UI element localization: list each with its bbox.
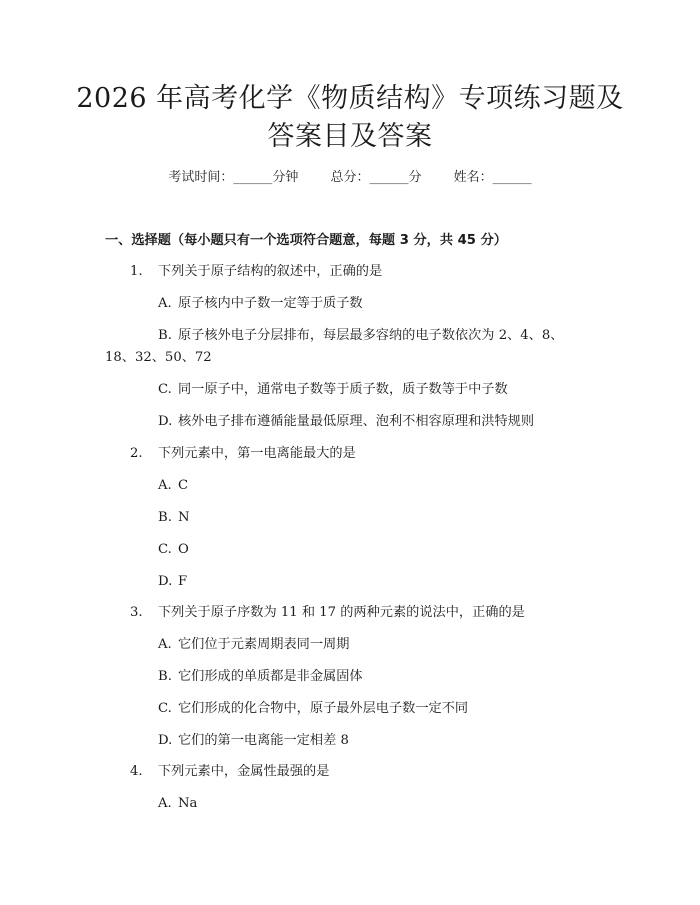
question-stem [130,445,356,463]
question-text: 下列元素中，金属性最强的是 [158,764,330,779]
option-text: 核外电子排布遵循能量最低原理、泡利不相容原理和洪特规则 [178,414,535,429]
question-option [158,413,534,431]
question-option [158,477,188,495]
document-title-line-1: 2026 年高考化学《物质结构》专项练习题及 [76,83,624,114]
option-text: 原子核外电子分层排布，每层最多容纳的电子数依次为 2、4、8、 [178,328,564,343]
section-heading: 一、选择题（每小题只有一个选项符合题意，每题 3 分，共 45 分） [105,233,507,248]
question-stem [130,763,329,781]
document-title-line-2: 答案目及答案 [267,121,433,152]
option-text: 同一原子中，通常电子数等于质子数，质子数等于中子数 [178,382,508,397]
question-text: 下列关于原子结构的叙述中，正确的是 [158,264,383,279]
option-letter: B. [158,328,172,343]
question-stem [130,263,382,281]
student-name-field: 姓名：______ [453,170,532,185]
option-letter: C. [158,382,172,397]
option-text: C [178,478,189,493]
option-text: Na [178,796,198,811]
option-letter: C. [158,701,172,716]
question-number: 3. [130,605,143,620]
option-letter: A. [158,796,172,811]
option-text: 它们的第一电离能一定相差 8 [178,733,349,748]
option-text: N [178,510,190,525]
option-letter: D. [158,414,173,429]
option-letter: D. [158,733,173,748]
question-option [158,732,349,750]
question-number: 4. [130,764,143,779]
question-option [158,541,189,559]
option-letter: A. [158,296,172,311]
option-text: F [178,574,188,589]
question-text: 下列关于原子序数为 11 和 17 的两种元素的说法中，正确的是 [158,605,525,620]
question-option [158,668,363,686]
question-option [158,381,508,399]
option-text: 它们位于元素周期表同一周期 [178,637,350,652]
question-stem [130,604,525,622]
question-option [158,795,197,813]
question-option [158,509,190,527]
question-option [158,636,349,654]
exam-time-field: 考试时间：______分钟 [168,170,299,185]
option-letter: D. [158,574,173,589]
option-letter: A. [158,637,172,652]
option-text-continuation: 18、32、50、72 [105,350,212,365]
total-score-field: 总分：______分 [330,170,422,185]
question-option [158,573,187,591]
option-letter: C. [158,542,172,557]
option-text: 原子核内中子数一定等于质子数 [178,296,363,311]
option-text: 它们形成的化合物中，原子最外层电子数一定不同 [178,701,469,716]
question-option [158,700,468,718]
option-text: O [178,542,189,557]
question-text: 下列元素中，第一电离能最大的是 [158,446,356,461]
question-option [158,327,563,345]
exam-meta-info [0,169,700,187]
option-letter: A. [158,478,172,493]
option-letter: B. [158,510,172,525]
option-text: 它们形成的单质都是非金属固体 [178,669,363,684]
question-number: 1. [130,264,143,279]
question-option [158,295,363,313]
question-number: 2. [130,446,143,461]
option-letter: B. [158,669,172,684]
